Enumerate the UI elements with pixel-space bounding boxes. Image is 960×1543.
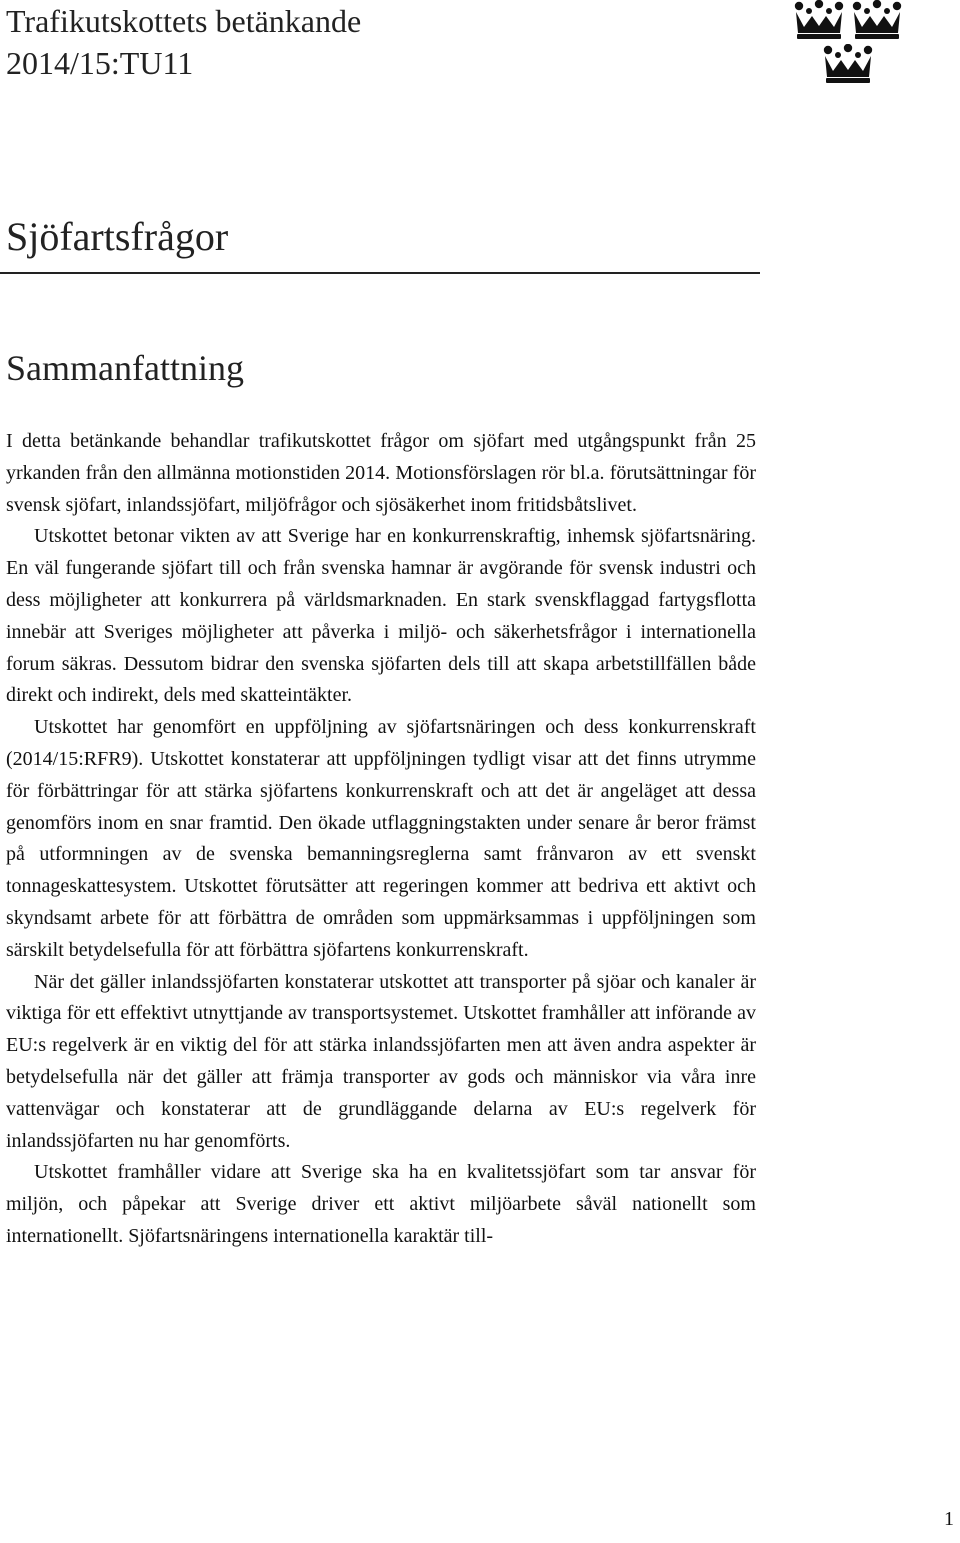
summary-body [6, 426, 756, 1253]
summary-paragraph: Utskottet betonar vikten av att Sverige har en konkurrenskraftig, inhemsk sjöfartsnäring. En väl fungerande sjöfart till och från svenska hamnar är avgörande för svensk industri och dess möjligheter att konkurrera på världsmarknaden. En stark svenskflaggad fartygsflotta innebär att Sveriges möjligheter att påverka i miljö- och säkerhetsfrågor i internationella forum säkras. Dessutom bidrar den svenska sjöfarten dels till att skapa arbetstillfällen både direkt och indirekt, dels med skatteintäkter. [6, 525, 756, 707]
crown-icon [823, 44, 873, 84]
crown-icon [852, 0, 902, 40]
committee-report-title: Trafikutskottets betänkande [6, 3, 362, 39]
report-number: 2014/15:TU11 [6, 45, 194, 81]
page-number: 1 [944, 1508, 954, 1530]
summary-paragraph: När det gäller inlandssjöfarten konstaterar utskottet att transporter på sjöar och kanaler är viktiga för ett effektivt utnyttjande av transportsystemet. Utskottet framhåller att införande av EU:s regelverk är en viktig del för att stärka inlandssjöfarten men att även andra aspekter är betydelsefulla när det gäller att främja transporter av gods och människor via våra inre vattenvägar och konstaterar att de grundläggande delarna av EU:s regelverk för inlandssjöfarten nu har genomförts. [6, 970, 756, 1152]
crown-icon [794, 0, 844, 40]
summary-paragraph: Utskottet framhåller vidare att Sverige ska ha en kvalitetssjöfart som tar ansvar för miljön, och påpekar att Sverige driver ett aktivt miljöarbete såväl nationellt som internationellt. Sjöfartsnäringens internationella karaktär till- [6, 1161, 756, 1247]
page-title: Sjöfartsfrågor [6, 214, 229, 259]
three-crowns-emblem [790, 0, 910, 86]
section-heading: Sammanfattning [6, 348, 244, 388]
summary-paragraph: Utskottet har genomfört en uppföljning av sjöfartsnäringen och dess konkurrenskraft (2014/15:RFR9). Utskottet konstaterar att uppföljningen tydligt visar att det finns utrymme för förbättringar för att stärka sjöfartens konkurrenskraft och att det är angeläget att dessa genomförs inom en snar framtid. Den ökade utflaggningstakten under senare år beror främst på utformningen av de svenska bemanningsreglerna samt frånvaron av ett svenskt tonnageskattesystem. Utskottet förutsätter att regeringen kommer att bedriva ett aktivt och skyndsamt arbete för att förbättra de områden som uppmärksammas i uppföljningen som särskilt betydelsefulla för att förbättra sjöfartens konkurrenskraft. [6, 716, 756, 961]
title-divider [0, 272, 760, 274]
report-header [6, 0, 361, 84]
summary-paragraph: I detta betänkande behandlar trafikutskottet frågor om sjöfart med utgångspunkt från 25 yrkanden från den allmänna motionstiden 2014. Motionsförslagen rör bl.a. förutsättningar för svensk sjöfart, inlandssjöfart, miljöfrågor och sjösäkerhet inom fritidsbåtslivet. [6, 430, 756, 516]
